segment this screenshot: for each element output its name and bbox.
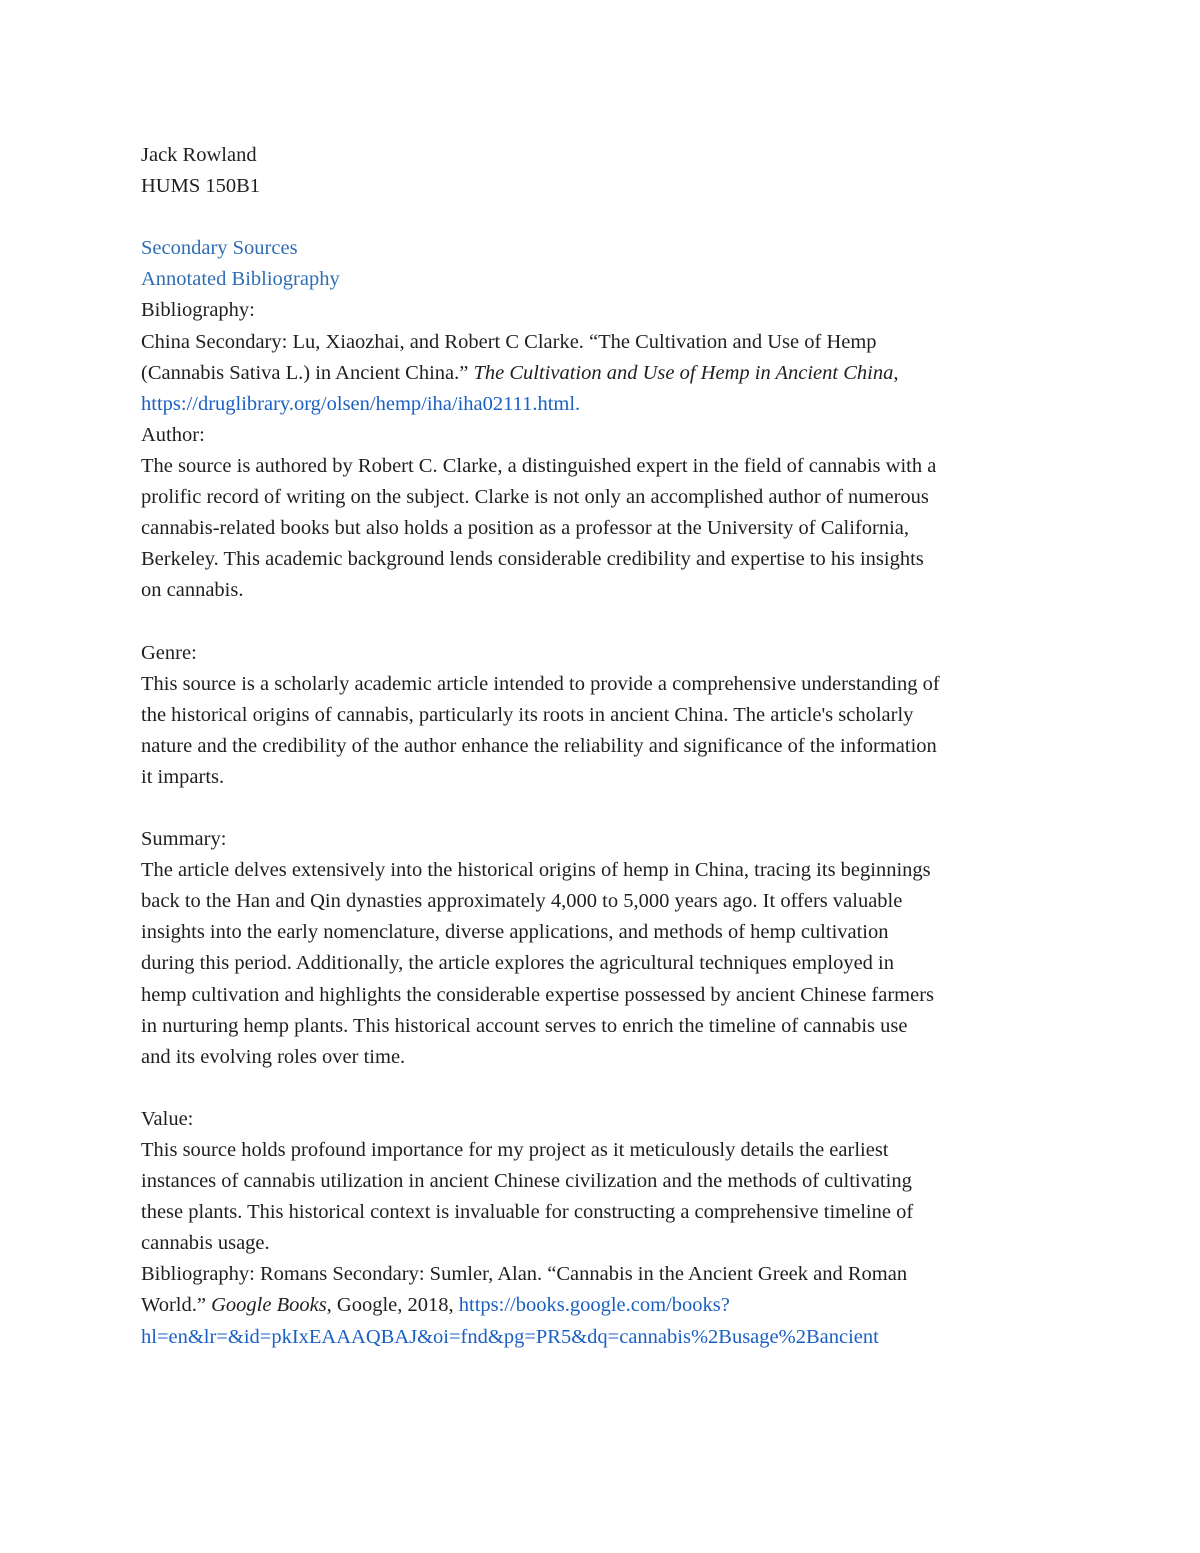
romans-citation-title: Google Books	[211, 1294, 327, 1317]
romans-citation-line-1: Bibliography: Romans Secondary: Sumler, Alan. “Cannabis in the Ancient Greek and Roman	[141, 1263, 908, 1286]
romans-citation-text: World.”	[141, 1294, 212, 1317]
genre-section-label: Genre:	[141, 641, 197, 664]
value-paragraph-line: This source holds profound importance for my project as it meticulously details the earliest	[141, 1139, 889, 1161]
author-section-label: Author:	[141, 423, 205, 446]
genre-paragraph-line: it imparts.	[141, 765, 225, 788]
author-name: Jack Rowland	[141, 144, 257, 166]
spacer	[141, 793, 1071, 824]
romans-source-link-part-1[interactable]: https://books.google.com/books?	[458, 1294, 730, 1317]
summary-paragraph-line: The article delves extensively into the historical origins of hemp in China, tracing its beginnings	[141, 859, 931, 882]
document-page	[141, 140, 1071, 1353]
author-paragraph-line: on cannabis.	[141, 579, 244, 602]
author-paragraph-line: Berkeley. This academic background lends considerable credibility and expertise to his insights	[141, 548, 924, 571]
course-code: HUMS 150B1	[141, 175, 261, 198]
china-citation-line-1: China Secondary: Lu, Xiaozhai, and Robert C Clarke. “The Cultivation and Use of Hemp	[141, 330, 877, 353]
romans-citation-line-2	[141, 1290, 1071, 1321]
china-bibliography-label: Bibliography:	[141, 299, 255, 322]
summary-paragraph-line: and its evolving roles over time.	[141, 1045, 406, 1068]
china-citation-line-2	[141, 358, 1071, 389]
heading-secondary-sources: Secondary Sources	[141, 237, 298, 260]
summary-paragraph-line: in nurturing hemp plants. This historical account serves to enrich the timeline of cannabis use	[141, 1014, 908, 1037]
value-paragraph-line: these plants. This historical context is invaluable for constructing a comprehensive timeline of	[141, 1201, 914, 1224]
spacer	[141, 1073, 1071, 1104]
author-paragraph-line: prolific record of writing on the subject. Clarke is not only an accomplished author of numerous	[141, 486, 929, 509]
spacer	[141, 606, 1071, 637]
genre-paragraph-line: This source is a scholarly academic article intended to provide a comprehensive understanding of	[141, 672, 940, 695]
china-source-link[interactable]: https://druglibrary.org/olsen/hemp/iha/iha02111.html.	[141, 392, 581, 415]
author-paragraph-line: The source is authored by Robert C. Clarke, a distinguished expert in the field of cannabis with a	[141, 454, 937, 477]
china-citation-text: (Cannabis Sativa L.) in Ancient China.”	[141, 361, 474, 384]
value-paragraph-line: cannabis usage.	[141, 1232, 270, 1255]
summary-paragraph-line: insights into the early nomenclature, diverse applications, and methods of hemp cultivation	[141, 921, 889, 944]
summary-paragraph-line: during this period. Additionally, the article explores the agricultural techniques employed in	[141, 952, 894, 975]
romans-source-link-part-2[interactable]: hl=en&lr=&id=pkIxEAAAQBAJ&oi=fnd&pg=PR5&dq=cannabis%2Busage%2Bancient	[141, 1325, 879, 1348]
romans-citation-publisher: , Google, 2018,	[326, 1294, 459, 1317]
spacer	[141, 202, 1071, 233]
genre-paragraph-line: nature and the credibility of the author enhance the reliability and significance of the information	[141, 734, 937, 757]
china-citation-title: The Cultivation and Use of Hemp in Ancient China	[473, 361, 894, 384]
value-section-label: Value:	[141, 1107, 194, 1130]
genre-paragraph-line: the historical origins of cannabis, particularly its roots in ancient China. The article's scholarly	[141, 703, 914, 726]
summary-section-label: Summary:	[141, 828, 227, 851]
heading-annotated-bibliography: Annotated Bibliography	[141, 268, 340, 291]
summary-paragraph-line: hemp cultivation and highlights the considerable expertise possessed by ancient Chinese farmers	[141, 983, 935, 1006]
value-paragraph-line: instances of cannabis utilization in ancient Chinese civilization and the methods of cultivating	[141, 1170, 912, 1193]
summary-paragraph-line: back to the Han and Qin dynasties approximately 4,000 to 5,000 years ago. It offers valuable	[141, 890, 903, 913]
author-paragraph-line: cannabis-related books but also holds a position as a professor at the University of California,	[141, 517, 909, 540]
china-citation-comma: ,	[893, 361, 899, 384]
